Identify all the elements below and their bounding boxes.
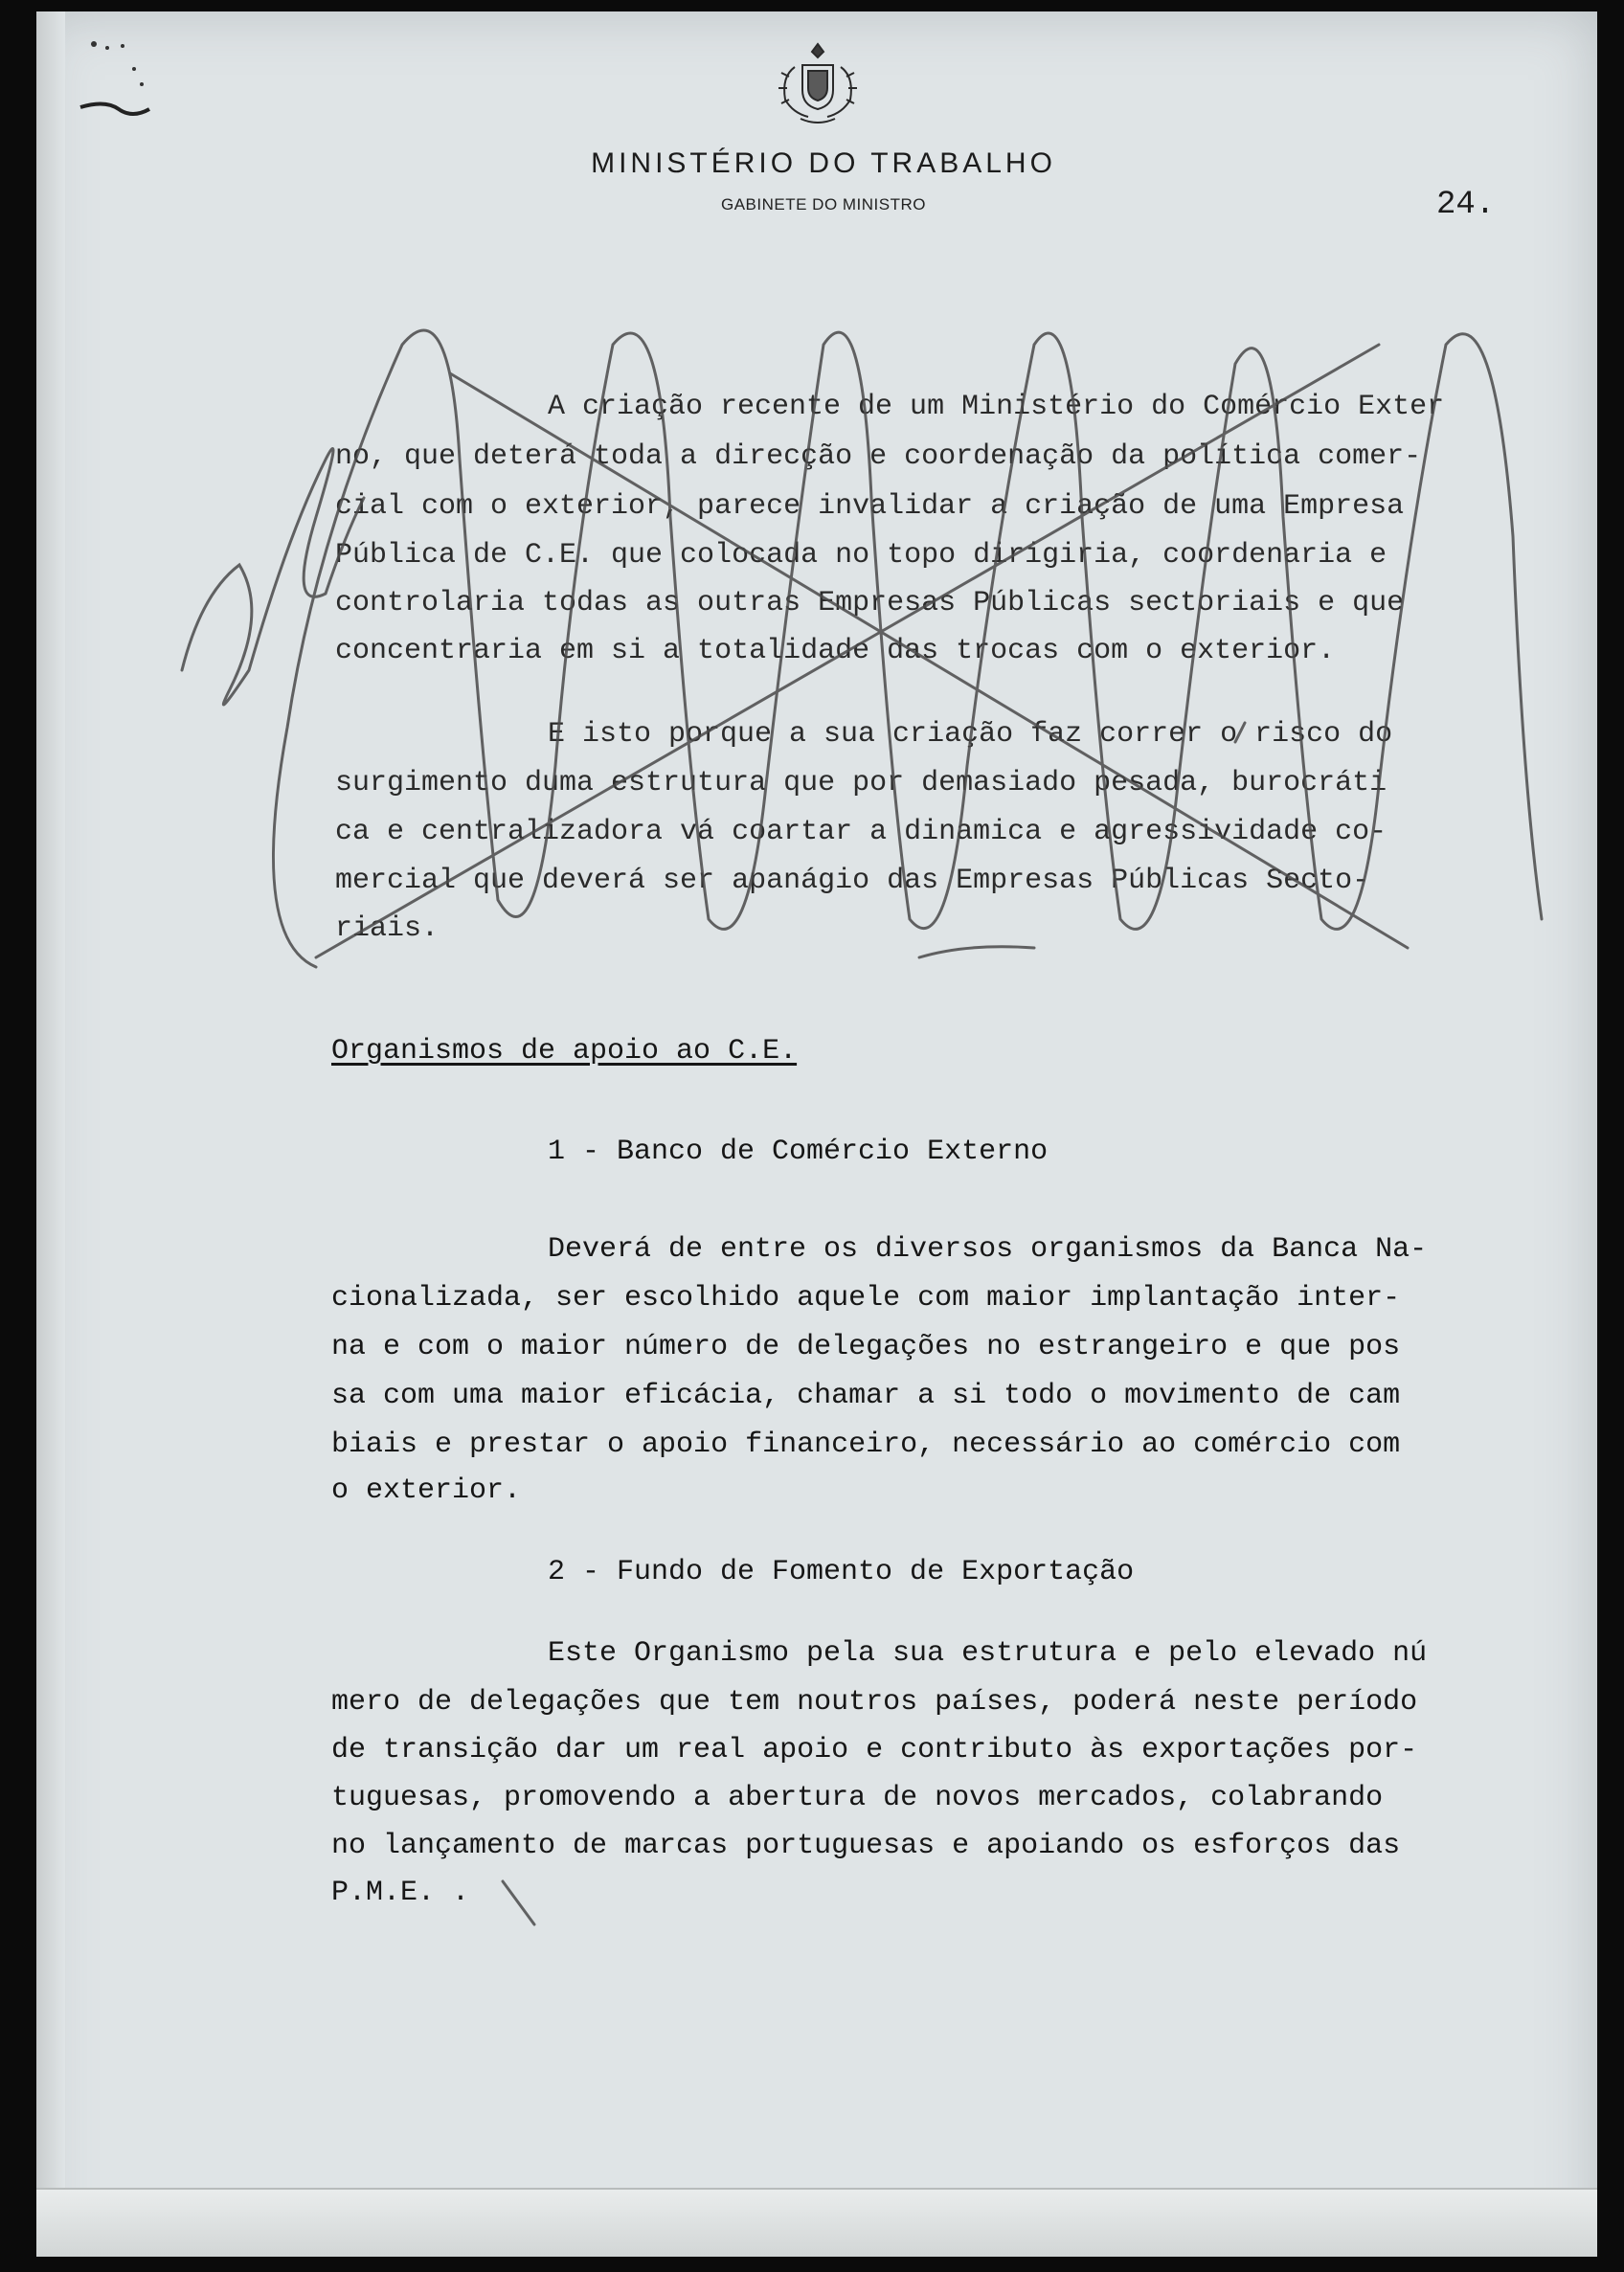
- item1-line: biais e prestar o apoio financeiro, necessário ao comércio com: [331, 1428, 1401, 1461]
- item1-line: na e com o maior número de delegações no estrangeiro e que pos: [331, 1331, 1401, 1363]
- page-shadow-left: [36, 11, 65, 2257]
- document-page: [36, 11, 1597, 2257]
- item2-title: 2 - Fundo de Fomento de Exportação: [548, 1556, 1135, 1588]
- item1-line: sa com uma maior eficácia, chamar a si todo o movimento de cam: [331, 1380, 1401, 1412]
- ministry-title: MINISTÉRIO DO TRABALHO: [591, 147, 1056, 179]
- item2-line: Este Organismo pela sua estrutura e pelo elevado nú: [548, 1637, 1428, 1670]
- paragraph1-line: cial com o exterior, parece invalidar a criação de uma Empresa: [335, 490, 1405, 523]
- paragraph2-line: surgimento duma estrutura que por demasiado pesada, burocráti: [335, 767, 1387, 799]
- paragraph2-line: riais.: [335, 912, 440, 945]
- item1-line: o exterior.: [331, 1474, 522, 1507]
- item1-line: cionalizada, ser escolhido aquele com maior implantação inter-: [331, 1282, 1401, 1315]
- paragraph1-line: A criação recente de um Ministério do Comércio Exter: [548, 391, 1445, 423]
- item1-line: Deverá de entre os diversos organismos da Banca Na-: [548, 1233, 1428, 1266]
- item2-line: mero de delegações que tem noutros países, poderá neste período: [331, 1686, 1418, 1719]
- paragraph2-line: ca e centralizadora vá coartar a dinamica e agressividade co-: [335, 816, 1387, 848]
- page-number: 24.: [1436, 187, 1496, 223]
- item2-line: tuguesas, promovendo a abertura de novos mercados, colabrando: [331, 1782, 1384, 1814]
- paragraph2-line: mercial que deverá ser apanágio das Empresas Públicas Secto-: [335, 865, 1370, 897]
- office-subtitle: GABINETE DO MINISTRO: [720, 195, 927, 214]
- coat-of-arms-icon: [774, 38, 862, 126]
- item2-line: de transição dar um real apoio e contributo às exportações por-: [331, 1734, 1418, 1766]
- paragraph1-line: Pública de C.E. que colocada no topo dirigiria, coordenaria e: [335, 539, 1387, 572]
- section-heading: Organismos de apoio ao C.E.: [331, 1035, 798, 1068]
- paragraph1-line: no, que deterá toda a direcção e coordenação da política comer-: [335, 440, 1422, 473]
- stacked-pages-edge: [36, 2188, 1597, 2257]
- paragraph1-line: controlaria todas as outras Empresas Públicas sectoriais e que: [335, 587, 1405, 619]
- paragraph1-line: concentraria em si a totalidade das trocas com o exterior.: [335, 635, 1336, 667]
- paragraph2-line: E isto porque a sua criação faz correr o risco do: [548, 718, 1393, 751]
- item2-line: P.M.E. .: [331, 1877, 470, 1909]
- item1-title: 1 - Banco de Comércio Externo: [548, 1136, 1049, 1168]
- item2-line: no lançamento de marcas portuguesas e apoiando os esforços das: [331, 1830, 1401, 1862]
